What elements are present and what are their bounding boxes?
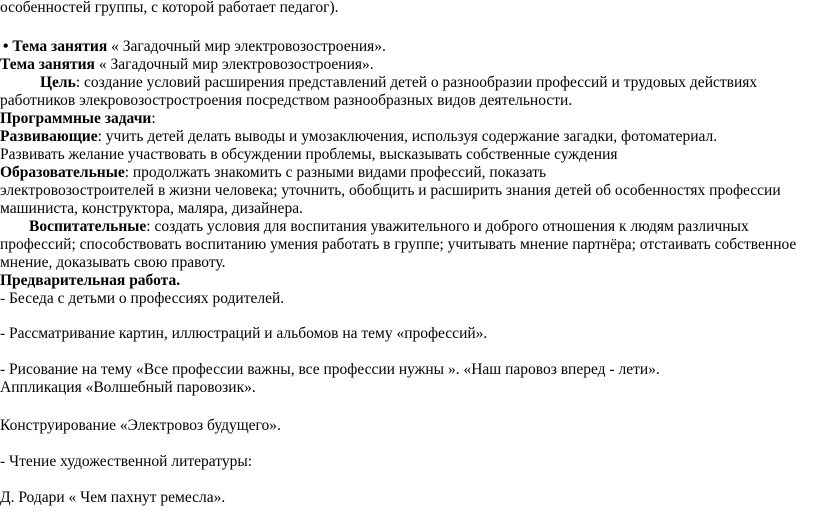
educational-label: Образовательные (0, 164, 125, 181)
tasks-label: Программные задачи (0, 110, 152, 127)
developing-line (0, 128, 717, 146)
tasks-colon: : (151, 110, 156, 127)
list-item (0, 290, 284, 308)
list-item-text: Д. Родари « Чем пахнут ремесла». (0, 489, 226, 506)
goal-line-2 (0, 92, 572, 110)
educational-text: электровозостроителей в жизни человека; уточнить, обобщить и расширить знания детей об особенностях профессии (0, 182, 781, 199)
topic-line-bullet (3, 38, 386, 56)
upbringing-line-2 (0, 236, 796, 254)
list-item-text: - Чтение художественной литературы: (0, 453, 253, 470)
educational-line-3 (0, 200, 303, 218)
preparatory-label: Предварительная работа. (0, 272, 181, 289)
topic-text: « Загадочный мир электровозостроения». (107, 38, 386, 55)
educational-text: : продолжать знакомить с разными видами профессий, показать (124, 164, 547, 181)
educational-line (0, 164, 546, 182)
goal-text: : создание условий расширения представлений детей о разнообразии профессий и трудовых действиях (75, 74, 758, 91)
upbringing-text: профессий; способствовать воспитанию умения работать в группе; учитывать мнение партнёра; отстаивать собственное (0, 236, 797, 253)
educational-line-2 (0, 182, 781, 200)
educational-text: машиниста, конструктора, маляра, дизайнера. (0, 200, 303, 217)
developing-text: Развивать желание участвовать в обсуждении проблемы, высказывать собственные суждения (0, 146, 618, 163)
topic-line (0, 56, 374, 74)
list-item (0, 361, 660, 379)
goal-text: работников элекровозостростроения посредством разнообразных видов деятельности. (0, 92, 573, 109)
list-item (0, 325, 487, 343)
topic-label: Тема занятия (0, 56, 95, 73)
upbringing-text: мнение, доказывать свою правоту. (0, 254, 226, 271)
list-item-text: Аппликация «Волшебный паровозик». (0, 379, 256, 396)
list-item (0, 489, 225, 507)
developing-text: : учить детей делать выводы и умозаключения, используя содержание загадки, фотоматериал. (97, 128, 718, 145)
text-span: особенностей группы, с которой работает педагог). (0, 0, 339, 16)
goal-line (40, 74, 757, 92)
list-item-text: - Рассматривание картин, иллюстраций и альбомов на тему «профессий». (0, 325, 488, 342)
list-item (0, 379, 256, 397)
upbringing-line (29, 218, 749, 236)
goal-label: Цель (40, 74, 76, 91)
text-line (0, 0, 338, 17)
list-item-text: - Рисование на тему «Все профессии важны, все профессии нужны ». «Наш паровоз вперед - лети». (0, 361, 660, 378)
list-item (0, 417, 281, 435)
list-item-text: Конструирование «Электровоз будущего». (0, 417, 281, 434)
list-item-text: - Беседа с детьми о профессиях родителей. (0, 290, 285, 307)
preparatory-heading (0, 272, 180, 290)
upbringing-label: Воспитательные (29, 218, 147, 235)
list-item (0, 453, 252, 471)
bullet-icon: • (3, 38, 9, 55)
developing-label: Развивающие (0, 128, 98, 145)
tasks-heading (0, 110, 156, 128)
topic-label: Тема занятия (12, 38, 108, 55)
developing-line-2 (0, 146, 618, 164)
topic-text: « Загадочный мир электровозостроения». (94, 56, 374, 73)
upbringing-line-3 (0, 254, 225, 272)
upbringing-text: : создать условия для воспитания уважительного и доброго отношения к людям различных (146, 218, 749, 235)
